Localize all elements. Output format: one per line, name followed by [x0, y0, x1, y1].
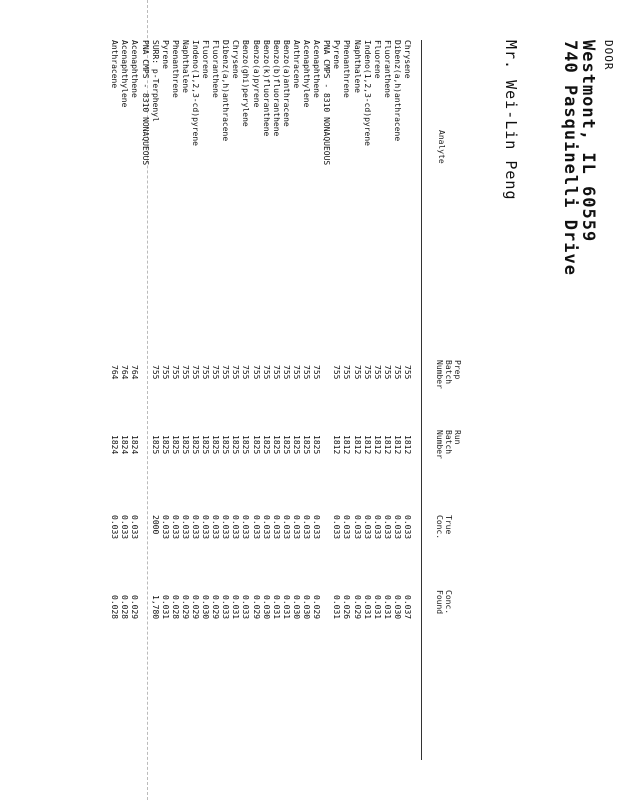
true-conc-cell: 0.033	[231, 515, 241, 540]
table-row	[301, 40, 311, 800]
analyte-cell: Fluorene	[201, 40, 211, 79]
run-batch-cell: 1825	[150, 435, 160, 455]
header-divider	[421, 40, 422, 760]
table-row	[321, 40, 331, 800]
true-conc-cell: 0.033	[180, 515, 190, 540]
street-address: 740 Pasquinelli Drive	[560, 40, 580, 276]
run-batch-cell: 1812	[352, 435, 362, 455]
conc-found-cell: 0.028	[120, 595, 130, 620]
table-row	[180, 40, 190, 800]
run-batch-cell: 1825	[231, 435, 241, 455]
results-table	[109, 40, 412, 800]
prep-batch-cell: 755	[342, 365, 352, 380]
analyte-cell: Indeno(1,2,3-cd)pyrene	[362, 40, 372, 146]
prep-batch-cell: 755	[271, 365, 281, 380]
analyte-cell: Acenaphthylene	[302, 40, 312, 108]
prep-batch-cell: 755	[302, 365, 312, 380]
analyte-cell: Acenaphthene	[130, 40, 140, 98]
run-batch-cell: 1825	[241, 435, 251, 455]
conc-found-cell: 0.031	[231, 595, 241, 620]
company-name: DOOR	[602, 40, 615, 71]
table-row	[341, 40, 351, 800]
table-row	[311, 40, 321, 800]
table-row	[220, 40, 230, 800]
conc-found-cell: 0.031	[332, 595, 342, 620]
conc-found-cell: 0.029	[211, 595, 221, 620]
run-batch-cell: 1812	[362, 435, 372, 455]
table-row	[382, 40, 392, 800]
analyte-cell: Phenanthrene	[342, 40, 352, 98]
analyte-cell: Indeno(1,2,3-cd)pyrene	[191, 40, 201, 146]
run-batch-cell: 1825	[191, 435, 201, 455]
true-conc-cell: 0.033	[312, 515, 322, 540]
conc-found-cell: 0.030	[261, 595, 271, 620]
column-header-analyte: Analyte	[437, 130, 446, 164]
analyte-cell: SURR: p-Terphenyl	[150, 40, 160, 122]
table-row	[362, 40, 372, 800]
run-batch-cell: 1812	[403, 435, 412, 455]
prep-batch-cell: 755	[231, 365, 241, 380]
table-row	[200, 40, 210, 800]
true-conc-cell: 0.033	[251, 515, 261, 540]
conc-found-cell: 0.030	[291, 595, 301, 620]
true-conc-cell: 2000	[150, 515, 160, 535]
analyte-cell: Pyrene	[160, 40, 170, 69]
conc-found-cell: 0.029	[312, 595, 322, 620]
column-header-prep-batch: Prep Batch Number	[435, 360, 462, 389]
conc-found-cell: 0.028	[110, 595, 120, 620]
table-row	[139, 40, 149, 800]
conc-found-cell: 0.031	[160, 595, 170, 620]
table-row	[261, 40, 271, 800]
column-header-true-conc: True Conc.	[435, 515, 453, 540]
prep-batch-cell: 755	[312, 365, 322, 380]
recipient-name: Mr. Wei-Lin Peng	[502, 40, 520, 201]
prep-batch-cell: 755	[382, 365, 392, 380]
conc-found-cell: 0.030	[201, 595, 211, 620]
run-batch-cell: 1812	[332, 435, 342, 455]
true-conc-cell: 0.033	[130, 515, 140, 540]
run-batch-cell: 1825	[160, 435, 170, 455]
table-row	[129, 40, 139, 800]
run-batch-cell: 1825	[180, 435, 190, 455]
true-conc-cell: 0.033	[110, 515, 120, 540]
true-conc-cell: 0.033	[302, 515, 312, 540]
table-row	[170, 40, 180, 800]
true-conc-cell: 0.033	[170, 515, 180, 540]
table-row	[351, 40, 361, 800]
analyte-cell: Acenaphthylene	[120, 40, 130, 108]
table-row	[291, 40, 301, 800]
true-conc-cell: 0.033	[211, 515, 221, 540]
table-row	[190, 40, 200, 800]
prep-batch-cell: 764	[130, 365, 140, 380]
conc-found-cell: 0.029	[180, 595, 190, 620]
run-batch-cell: 1812	[392, 435, 402, 455]
analyte-cell: Benzo(a)pyrene	[251, 40, 261, 108]
table-row	[392, 40, 402, 800]
city-state-zip: Westmont, IL 60559	[578, 40, 598, 243]
conc-found-cell: 0.026	[342, 595, 352, 620]
prep-batch-cell: 755	[352, 365, 362, 380]
true-conc-cell: 0.033	[362, 515, 372, 540]
analyte-cell: Pyrene	[332, 40, 342, 69]
prep-batch-cell: 755	[291, 365, 301, 380]
table-row	[119, 40, 129, 800]
conc-found-cell: 0.033	[221, 595, 231, 620]
prep-batch-cell: 755	[241, 365, 251, 380]
run-batch-cell: 1812	[372, 435, 382, 455]
analyte-cell: Anthracene	[291, 40, 301, 89]
analyte-cell: Chrysene	[403, 40, 412, 79]
prep-batch-cell: 755	[332, 365, 342, 380]
run-batch-cell: 1812	[342, 435, 352, 455]
conc-found-cell: 0.031	[382, 595, 392, 620]
analyte-cell: Acenaphthene	[312, 40, 322, 98]
column-header-conc-found: Conc. Found	[435, 590, 453, 615]
prep-batch-cell: 755	[191, 365, 201, 380]
true-conc-cell: 0.033	[201, 515, 211, 540]
prep-batch-cell: 764	[120, 365, 130, 380]
prep-batch-cell: 755	[392, 365, 402, 380]
conc-found-cell: 0.029	[130, 595, 140, 620]
table-row	[402, 40, 412, 800]
run-batch-cell: 1825	[251, 435, 261, 455]
analyte-cell: Dibenz(a,h)anthracene	[221, 40, 231, 142]
run-batch-cell: 1825	[211, 435, 221, 455]
table-row	[372, 40, 382, 800]
table-row	[240, 40, 250, 800]
true-conc-cell: 0.033	[261, 515, 271, 540]
prep-batch-cell: 755	[372, 365, 382, 380]
prep-batch-cell: 755	[261, 365, 271, 380]
prep-batch-cell: 755	[362, 365, 372, 380]
conc-found-cell: 0.031	[281, 595, 291, 620]
prep-batch-cell: 755	[160, 365, 170, 380]
conc-found-cell: 0.030	[302, 595, 312, 620]
table-row	[331, 40, 341, 800]
run-batch-cell: 1825	[271, 435, 281, 455]
true-conc-cell: 0.033	[221, 515, 231, 540]
run-batch-cell: 1825	[201, 435, 211, 455]
analyte-cell: Naphthalene	[352, 40, 362, 93]
table-row	[160, 40, 170, 800]
table-row	[109, 40, 119, 800]
conc-found-cell: 0.031	[362, 595, 372, 620]
table-row	[230, 40, 240, 800]
table-row	[281, 40, 291, 800]
true-conc-cell: 0.033	[332, 515, 342, 540]
conc-found-cell: 0.031	[271, 595, 281, 620]
run-batch-cell: 1825	[221, 435, 231, 455]
true-conc-cell: 0.033	[352, 515, 362, 540]
run-batch-cell: 1825	[312, 435, 322, 455]
table-row	[271, 40, 281, 800]
run-batch-cell: 1825	[302, 435, 312, 455]
table-row	[210, 40, 220, 800]
analyte-cell: Benzo(k)fluoranthene	[261, 40, 271, 137]
true-conc-cell: 0.033	[392, 515, 402, 540]
run-batch-cell: 1824	[130, 435, 140, 455]
analyte-cell: Dibenz(a,h)anthracene	[392, 40, 402, 142]
analyte-cell: Benzo(a)anthracene	[281, 40, 291, 127]
run-batch-cell: 1824	[110, 435, 120, 455]
run-batch-cell: 1812	[382, 435, 392, 455]
true-conc-cell: 0.033	[342, 515, 352, 540]
analyte-cell: Fluoranthene	[382, 40, 392, 98]
true-conc-cell: 0.033	[160, 515, 170, 540]
conc-found-cell: 0.037	[403, 595, 412, 620]
true-conc-cell: 0.033	[120, 515, 130, 540]
table-row	[251, 40, 261, 800]
true-conc-cell: 0.033	[382, 515, 392, 540]
prep-batch-cell: 755	[211, 365, 221, 380]
true-conc-cell: 0.033	[191, 515, 201, 540]
conc-found-cell: 0.031	[372, 595, 382, 620]
true-conc-cell: 0.033	[281, 515, 291, 540]
true-conc-cell: 0.033	[372, 515, 382, 540]
prep-batch-cell: 755	[170, 365, 180, 380]
analyte-cell: Benzo(b)fluoranthene	[271, 40, 281, 137]
analyte-cell: PNA CMPS - 8310 NONAQUEOUS	[322, 40, 332, 166]
run-batch-cell: 1825	[261, 435, 271, 455]
analyte-cell: Fluoranthene	[211, 40, 221, 98]
prep-batch-cell: 755	[281, 365, 291, 380]
run-batch-cell: 1825	[281, 435, 291, 455]
conc-found-cell: 1,780	[150, 595, 160, 620]
true-conc-cell: 0.033	[403, 515, 412, 540]
prep-batch-cell: 755	[150, 365, 160, 380]
table-row	[150, 40, 160, 800]
analyte-cell: Phenanthrene	[170, 40, 180, 98]
column-header-run-batch: Run Batch Number	[435, 430, 462, 459]
conc-found-cell: 0.028	[170, 595, 180, 620]
analyte-cell: Naphthalene	[180, 40, 190, 93]
conc-found-cell: 0.030	[392, 595, 402, 620]
prep-batch-cell: 755	[180, 365, 190, 380]
analyte-cell: Fluorene	[372, 40, 382, 79]
analyte-cell: PNA CMPS - 8310 NONAQUEOUS	[140, 40, 150, 166]
run-batch-cell: 1825	[170, 435, 180, 455]
prep-batch-cell: 764	[110, 365, 120, 380]
run-batch-cell: 1824	[120, 435, 130, 455]
analyte-cell: Anthracene	[110, 40, 120, 89]
prep-batch-cell: 755	[251, 365, 261, 380]
prep-batch-cell: 755	[403, 365, 412, 380]
conc-found-cell: 0.033	[241, 595, 251, 620]
run-batch-cell: 1825	[291, 435, 301, 455]
true-conc-cell: 0.033	[291, 515, 301, 540]
conc-found-cell: 0.029	[191, 595, 201, 620]
true-conc-cell: 0.033	[271, 515, 281, 540]
prep-batch-cell: 755	[221, 365, 231, 380]
analyte-cell: Chrysene	[231, 40, 241, 79]
analyte-cell: Benzo(ghi)perylene	[241, 40, 251, 127]
prep-batch-cell: 755	[201, 365, 211, 380]
true-conc-cell: 0.033	[241, 515, 251, 540]
conc-found-cell: 0.029	[251, 595, 261, 620]
conc-found-cell: 0.029	[352, 595, 362, 620]
